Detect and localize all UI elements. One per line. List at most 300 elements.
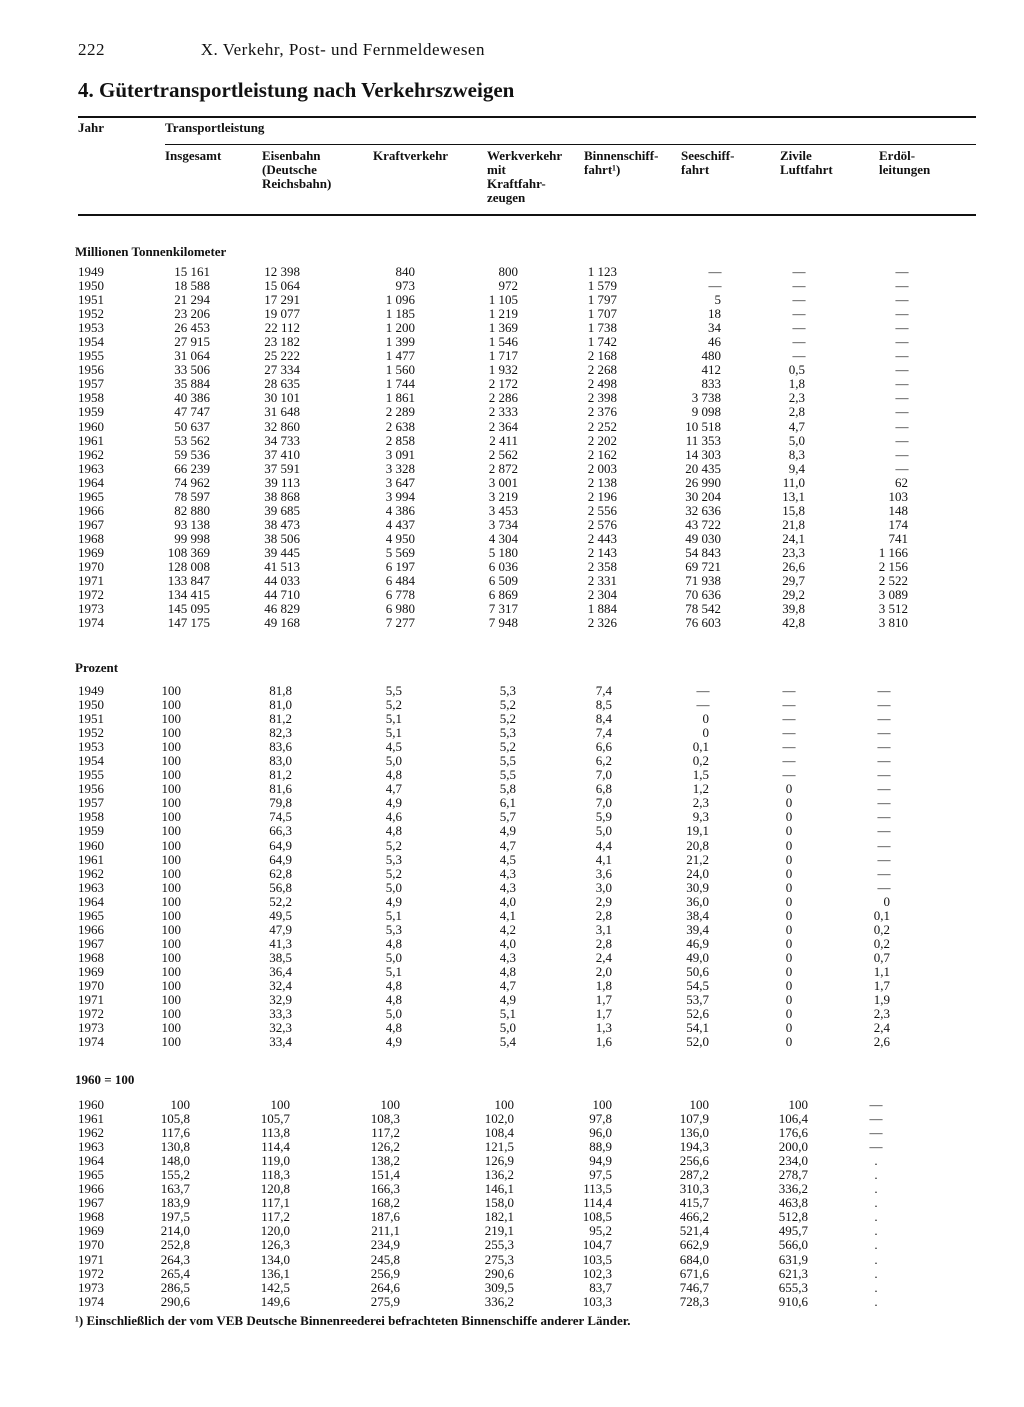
value-cell-insgesamt: 105,8 [160,1111,190,1127]
value-cell-eisenbahn: 81,0 [269,697,292,713]
value-cell-erdoelleitungen: 2,3 [873,1006,890,1022]
value-cell-zivile-luftfahrt: 0 [785,992,793,1008]
value-cell-binnenschiffahrt: 2 143 [587,544,617,560]
value-cell-binnenschiffahrt: 8,5 [595,697,612,713]
value-cell-zivile-luftfahrt: 0 [785,977,793,993]
value-cell-zivile-luftfahrt: 631,9 [778,1251,808,1267]
year-cell: 1963 [78,1139,104,1155]
value-cell-eisenbahn: 113,8 [261,1125,290,1141]
year-cell: 1968 [78,949,104,965]
value-cell-binnenschiffahrt: 113,5 [583,1181,612,1197]
year-cell: 1958 [78,390,104,406]
value-cell-eisenbahn: 134,0 [260,1251,290,1267]
value-cell-insgesamt: 264,3 [160,1251,190,1267]
year-cell: 1970 [78,977,104,993]
value-cell-insgesamt: 145 095 [167,601,210,617]
value-cell-werkverkehr: 102,0 [484,1111,514,1127]
value-cell-seeschiffahrt: 671,6 [679,1265,709,1281]
page-number: 222 [78,40,105,59]
value-cell-eisenbahn: 81,2 [269,767,292,783]
chapter-title: X. Verkehr, Post- und Fernmeldewesen [200,40,485,59]
value-cell-eisenbahn: 118,3 [261,1167,290,1183]
value-cell-eisenbahn: 32,4 [269,977,292,993]
value-cell-eisenbahn: 41 513 [264,558,300,574]
year-cell: 1962 [78,1125,104,1141]
value-cell-seeschiffahrt: 36,0 [686,893,709,909]
value-cell-binnenschiffahrt: 1,7 [595,1006,612,1022]
table-row [0,307,1024,321]
value-cell-seeschiffahrt: 52,0 [686,1034,709,1050]
year-cell: 1953 [78,320,104,336]
year-cell: 1960 [78,1097,104,1112]
value-cell-eisenbahn: 17 291 [264,292,300,308]
value-cell-binnenschiffahrt: 2 168 [587,348,617,364]
value-cell-seeschiffahrt: 76 603 [685,615,721,631]
value-cell-eisenbahn: 64,9 [269,851,292,867]
value-cell-zivile-luftfahrt: — [782,711,796,727]
value-cell-eisenbahn: 81,8 [269,683,292,698]
top-rule [78,116,976,118]
value-cell-zivile-luftfahrt: 495,7 [778,1223,808,1239]
value-cell-insgesamt: 130,8 [160,1139,190,1155]
value-cell-binnenschiffahrt: 2,8 [595,907,612,923]
value-cell-erdoelleitungen: . [874,1265,878,1281]
header-binnenschiffahrt: Binnenschiff- fahrt¹) [584,148,659,177]
value-cell-zivile-luftfahrt: 621,3 [778,1265,808,1281]
value-cell-binnenschiffahrt: 2 202 [587,432,617,448]
table-row [0,796,1024,810]
value-cell-kraftverkehr: 2 858 [385,432,415,448]
header-transportleistung: Transportleistung [165,120,265,135]
value-cell-eisenbahn: 25 222 [264,348,300,364]
value-cell-erdoelleitungen: 3 512 [878,601,908,617]
value-cell-eisenbahn: 49 168 [264,615,300,631]
value-cell-eisenbahn: 38,5 [269,949,292,965]
value-cell-werkverkehr: 6 036 [488,558,518,574]
value-cell-kraftverkehr: 5,2 [385,865,402,881]
value-cell-erdoelleitungen: 2,4 [873,1020,890,1036]
table-row [0,853,1024,867]
value-cell-werkverkehr: 5,5 [499,753,516,769]
value-cell-kraftverkehr: 256,9 [370,1265,400,1281]
value-cell-zivile-luftfahrt: 21,8 [782,516,805,532]
year-cell: 1955 [78,348,104,364]
year-cell: 1960 [78,418,104,434]
value-cell-kraftverkehr: 3 994 [385,488,415,504]
year-cell: 1950 [78,697,104,713]
value-cell-zivile-luftfahrt: — [782,767,796,783]
value-cell-eisenbahn: 15 064 [264,278,300,294]
value-cell-kraftverkehr: 1 560 [385,362,415,378]
value-cell-kraftverkehr: 5,2 [385,697,402,713]
value-cell-insgesamt: 100 [161,711,181,727]
table-row [0,1035,1024,1049]
value-cell-erdoelleitungen: 3 089 [878,587,908,603]
value-cell-binnenschiffahrt: 2 252 [587,418,617,434]
value-cell-insgesamt: 108 369 [167,544,210,560]
value-cell-binnenschiffahrt: 1 742 [587,334,617,350]
value-cell-binnenschiffahrt: 7,4 [595,683,612,698]
value-cell-binnenschiffahrt: 3,6 [595,865,612,881]
value-cell-eisenbahn: 41,3 [269,935,292,951]
header-insgesamt: Insgesamt [165,148,222,163]
table-row [0,839,1024,853]
value-cell-eisenbahn: 38 473 [264,516,300,532]
header-erdoelleitungen: Erdöl- leitungen [879,148,931,177]
value-cell-werkverkehr: 4,9 [499,992,516,1008]
value-cell-zivile-luftfahrt: 13,1 [782,488,805,504]
value-cell-kraftverkehr: 166,3 [370,1181,400,1197]
value-cell-zivile-luftfahrt: — [792,306,806,322]
table-row [0,1295,1024,1309]
value-cell-erdoelleitungen: — [895,446,909,462]
value-cell-zivile-luftfahrt: 0 [785,865,793,881]
value-cell-seeschiffahrt: 136,0 [679,1125,709,1141]
table-row [0,782,1024,796]
year-cell: 1954 [78,753,104,769]
table-row [0,726,1024,740]
value-cell-kraftverkehr: 1 399 [385,334,415,350]
value-cell-insgesamt: 100 [161,767,181,783]
value-cell-erdoelleitungen: . [874,1251,878,1267]
value-cell-erdoelleitungen: . [874,1181,878,1197]
value-cell-seeschiffahrt: 54 843 [685,544,721,560]
value-cell-binnenschiffahrt: 95,2 [589,1223,612,1239]
table-row [0,740,1024,754]
value-cell-zivile-luftfahrt: 4,7 [788,418,805,434]
year-cell: 1971 [78,573,104,589]
value-cell-eisenbahn: 22 112 [264,320,300,336]
value-cell-zivile-luftfahrt: — [782,683,796,698]
year-cell: 1973 [78,601,104,617]
year-cell: 1966 [78,502,104,518]
value-cell-binnenschiffahrt: 2 196 [587,488,617,504]
value-cell-eisenbahn: 37 591 [264,460,300,476]
table-row [0,1126,1024,1140]
year-cell: 1959 [78,823,104,839]
table-row [0,937,1024,951]
year-cell: 1958 [78,809,104,825]
value-cell-eisenbahn: 23 182 [264,334,300,350]
section-label-prozent: Prozent [75,660,119,675]
value-cell-zivile-luftfahrt: 5,0 [788,432,805,448]
value-cell-binnenschiffahrt: 94,9 [589,1153,612,1169]
value-cell-werkverkehr: 2 333 [488,404,518,420]
value-cell-insgesamt: 252,8 [160,1237,190,1253]
table-row [0,1281,1024,1295]
value-cell-seeschiffahrt: 46,9 [686,935,709,951]
value-cell-zivile-luftfahrt: 0 [785,809,793,825]
value-cell-insgesamt: 35 884 [174,376,210,392]
value-cell-zivile-luftfahrt: 2,8 [788,404,805,420]
value-cell-kraftverkehr: 6 197 [385,558,415,574]
value-cell-zivile-luftfahrt: 463,8 [778,1195,808,1211]
value-cell-werkverkehr: 146,1 [484,1181,514,1197]
header-seeschiffahrt: Seeschiff- fahrt [681,148,735,177]
year-cell: 1968 [78,530,104,546]
value-cell-binnenschiffahrt: 5,9 [595,809,612,825]
value-cell-seeschiffahrt: 43 722 [685,516,721,532]
table-row [0,1098,1024,1112]
value-cell-kraftverkehr: 4,7 [385,781,402,797]
value-cell-erdoelleitungen: 62 [895,474,908,490]
value-cell-kraftverkehr: 138,2 [370,1153,400,1169]
value-cell-erdoelleitungen: — [895,334,909,350]
value-cell-eisenbahn: 66,3 [269,823,292,839]
year-cell: 1957 [78,376,104,392]
value-cell-insgesamt: 100 [161,977,181,993]
value-cell-kraftverkehr: 3 328 [385,460,415,476]
year-cell: 1953 [78,739,104,755]
value-cell-werkverkehr: 126,9 [484,1153,514,1169]
value-cell-zivile-luftfahrt: 23,3 [782,544,805,560]
value-cell-eisenbahn: 117,2 [261,1209,290,1225]
table-row [0,377,1024,391]
value-cell-werkverkehr: 5,5 [499,767,516,783]
value-cell-seeschiffahrt: 310,3 [679,1181,709,1197]
value-cell-zivile-luftfahrt: 0 [785,879,793,895]
value-cell-erdoelleitungen: — [869,1139,883,1155]
value-cell-seeschiffahrt: 833 [701,376,721,392]
value-cell-kraftverkehr: 100 [380,1097,400,1112]
value-cell-zivile-luftfahrt: 106,4 [778,1111,808,1127]
table-title: 4. Gütertransportleistung nach Verkehrszweigen [78,78,515,102]
year-cell: 1967 [78,1195,104,1211]
value-cell-binnenschiffahrt: 2 304 [587,587,617,603]
value-cell-insgesamt: 100 [161,935,181,951]
value-cell-eisenbahn: 27 334 [264,362,300,378]
value-cell-erdoelleitungen: — [895,362,909,378]
table-row [0,490,1024,504]
value-cell-eisenbahn: 34 733 [264,432,300,448]
value-cell-insgesamt: 100 [161,753,181,769]
table-row [0,712,1024,726]
year-cell: 1961 [78,432,104,448]
value-cell-eisenbahn: 46 829 [264,601,300,617]
value-cell-erdoelleitungen: 1,7 [873,977,890,993]
value-cell-werkverkehr: 3 219 [488,488,518,504]
table-row [0,1007,1024,1021]
value-cell-kraftverkehr: 4,8 [385,767,402,783]
value-cell-eisenbahn: 33,3 [269,1006,292,1022]
year-cell: 1951 [78,711,104,727]
value-cell-binnenschiffahrt: 108,5 [582,1209,612,1225]
table-row [0,993,1024,1007]
value-cell-erdoelleitungen: . [874,1223,878,1239]
table-row [0,546,1024,560]
value-cell-seeschiffahrt: 54,1 [686,1020,709,1036]
value-cell-kraftverkehr: 1 185 [385,306,415,322]
table-row [0,335,1024,349]
value-cell-werkverkehr: 5,7 [499,809,516,825]
table-row [0,279,1024,293]
value-cell-seeschiffahrt: 26 990 [685,474,721,490]
value-cell-werkverkehr: 219,1 [484,1223,514,1239]
value-cell-erdoelleitungen: — [895,320,909,336]
value-cell-seeschiffahrt: — [708,278,722,294]
value-cell-erdoelleitungen: 3 810 [878,615,908,631]
year-cell: 1973 [78,1279,104,1295]
value-cell-binnenschiffahrt: 1,6 [595,1034,612,1050]
table-row [0,504,1024,518]
value-cell-insgesamt: 15 161 [174,264,210,279]
value-cell-insgesamt: 23 206 [174,306,210,322]
value-cell-binnenschiffahrt: 5,0 [595,823,612,839]
value-cell-kraftverkehr: 6 980 [385,601,415,617]
value-cell-insgesamt: 31 064 [174,348,210,364]
value-cell-seeschiffahrt: 30,9 [686,879,709,895]
value-cell-werkverkehr: 182,1 [484,1209,514,1225]
value-cell-erdoelleitungen: — [877,711,891,727]
value-cell-erdoelleitungen: 2 156 [878,558,908,574]
value-cell-seeschiffahrt: 746,7 [679,1279,709,1295]
value-cell-kraftverkehr: 151,4 [370,1167,400,1183]
value-cell-erdoelleitungen: — [877,879,891,895]
value-cell-insgesamt: 18 588 [174,278,210,294]
value-cell-erdoelleitungen: 0,2 [873,921,890,937]
value-cell-erdoelleitungen: 0,2 [873,935,890,951]
value-cell-zivile-luftfahrt: 566,0 [778,1237,808,1253]
value-cell-seeschiffahrt: — [696,697,710,713]
value-cell-erdoelleitungen: — [895,264,909,279]
value-cell-zivile-luftfahrt: 11,0 [782,474,805,490]
value-cell-werkverkehr: 7 317 [488,601,518,617]
year-cell: 1956 [78,362,104,378]
section-rows-prozent [0,684,1024,1049]
value-cell-zivile-luftfahrt: 234,0 [778,1153,808,1169]
value-cell-seeschiffahrt: 0 [702,725,709,741]
value-cell-insgesamt: 82 880 [174,502,210,518]
year-cell: 1956 [78,781,104,797]
value-cell-erdoelleitungen: 2,6 [873,1034,890,1050]
value-cell-werkverkehr: 2 411 [489,432,518,448]
value-cell-kraftverkehr: 275,9 [370,1293,400,1309]
value-cell-kraftverkehr: 264,6 [370,1279,400,1295]
value-cell-seeschiffahrt: 466,2 [679,1209,709,1225]
value-cell-werkverkehr: 5,2 [499,711,516,727]
year-cell: 1962 [78,865,104,881]
value-cell-seeschiffahrt: 78 542 [685,601,721,617]
value-cell-werkverkehr: 100 [494,1097,514,1112]
value-cell-werkverkehr: 4,3 [499,879,516,895]
value-cell-insgesamt: 100 [161,907,181,923]
value-cell-werkverkehr: 108,4 [484,1125,514,1141]
year-cell: 1974 [78,615,104,631]
table-row [0,867,1024,881]
value-cell-erdoelleitungen: — [877,683,891,698]
value-cell-eisenbahn: 83,0 [269,753,292,769]
value-cell-kraftverkehr: 187,6 [370,1209,400,1225]
value-cell-binnenschiffahrt: 97,5 [589,1167,612,1183]
value-cell-werkverkehr: 972 [498,278,518,294]
table-row [0,321,1024,335]
value-cell-insgesamt: 100 [161,725,181,741]
value-cell-zivile-luftfahrt: 0 [785,963,793,979]
value-cell-erdoelleitungen: — [877,851,891,867]
value-cell-kraftverkehr: 4,8 [385,823,402,839]
value-cell-insgesamt: 100 [161,879,181,895]
year-cell: 1969 [78,1223,104,1239]
value-cell-zivile-luftfahrt: 24,1 [782,530,805,546]
table-row [0,448,1024,462]
year-cell: 1963 [78,460,104,476]
table-row [0,532,1024,546]
value-cell-binnenschiffahrt: 2 576 [587,516,617,532]
year-cell: 1952 [78,306,104,322]
value-cell-zivile-luftfahrt: 0 [785,907,793,923]
table-row [0,574,1024,588]
value-cell-zivile-luftfahrt: 9,4 [788,460,805,476]
value-cell-werkverkehr: 6,1 [499,795,516,811]
value-cell-kraftverkehr: 5,0 [385,949,402,965]
value-cell-eisenbahn: 39 445 [264,544,300,560]
value-cell-erdoelleitungen: 741 [888,530,908,546]
value-cell-eisenbahn: 81,6 [269,781,292,797]
value-cell-insgesamt: 100 [161,851,181,867]
value-cell-erdoelleitungen: 1 166 [878,544,908,560]
value-cell-zivile-luftfahrt: 2,3 [788,390,805,406]
year-cell: 1973 [78,1020,104,1036]
value-cell-binnenschiffahrt: 6,6 [595,739,612,755]
value-cell-kraftverkehr: 234,9 [370,1237,400,1253]
table-row [0,1168,1024,1182]
year-cell: 1962 [78,446,104,462]
value-cell-eisenbahn: 47,9 [269,921,292,937]
value-cell-binnenschiffahrt: 102,3 [582,1265,612,1281]
value-cell-erdoelleitungen: 174 [888,516,908,532]
year-cell: 1971 [78,992,104,1008]
value-cell-zivile-luftfahrt: 29,2 [782,587,805,603]
table-row [0,768,1024,782]
value-cell-eisenbahn: 119,0 [261,1153,290,1169]
value-cell-zivile-luftfahrt: 0 [785,823,793,839]
value-cell-kraftverkehr: 2 638 [385,418,415,434]
value-cell-kraftverkehr: 4,9 [385,893,402,909]
table-row [0,824,1024,838]
value-cell-kraftverkehr: 245,8 [370,1251,400,1267]
value-cell-zivile-luftfahrt: 15,8 [782,502,805,518]
value-cell-seeschiffahrt: 480 [701,348,721,364]
value-cell-kraftverkehr: 4,9 [385,795,402,811]
value-cell-kraftverkehr: 7 277 [385,615,415,631]
value-cell-seeschiffahrt: 287,2 [679,1167,709,1183]
value-cell-zivile-luftfahrt: 0 [785,1006,793,1022]
value-cell-erdoelleitungen: — [877,753,891,769]
value-cell-eisenbahn: 82,3 [269,725,292,741]
value-cell-kraftverkehr: 5,1 [385,725,402,741]
value-cell-binnenschiffahrt: 3,0 [595,879,612,895]
value-cell-binnenschiffahrt: 2 556 [587,502,617,518]
table-row [0,616,1024,630]
header-kraftverkehr: Kraftverkehr [373,148,449,163]
value-cell-insgesamt: 93 138 [174,516,210,532]
value-cell-binnenschiffahrt: 2,8 [595,935,612,951]
value-cell-zivile-luftfahrt: — [782,697,796,713]
value-cell-werkverkehr: 4,7 [499,837,516,853]
value-cell-eisenbahn: 142,5 [260,1279,290,1295]
value-cell-werkverkehr: 275,3 [484,1251,514,1267]
value-cell-erdoelleitungen: — [877,809,891,825]
value-cell-eisenbahn: 39 685 [264,502,300,518]
value-cell-insgesamt: 100 [161,795,181,811]
value-cell-kraftverkehr: 3 647 [385,474,415,490]
value-cell-erdoelleitungen: — [869,1111,883,1127]
value-cell-zivile-luftfahrt: — [792,334,806,350]
value-cell-seeschiffahrt: 39,4 [686,921,709,937]
value-cell-zivile-luftfahrt: 0 [785,1020,793,1036]
value-cell-erdoelleitungen: . [874,1153,878,1169]
value-cell-insgesamt: 59 536 [174,446,210,462]
